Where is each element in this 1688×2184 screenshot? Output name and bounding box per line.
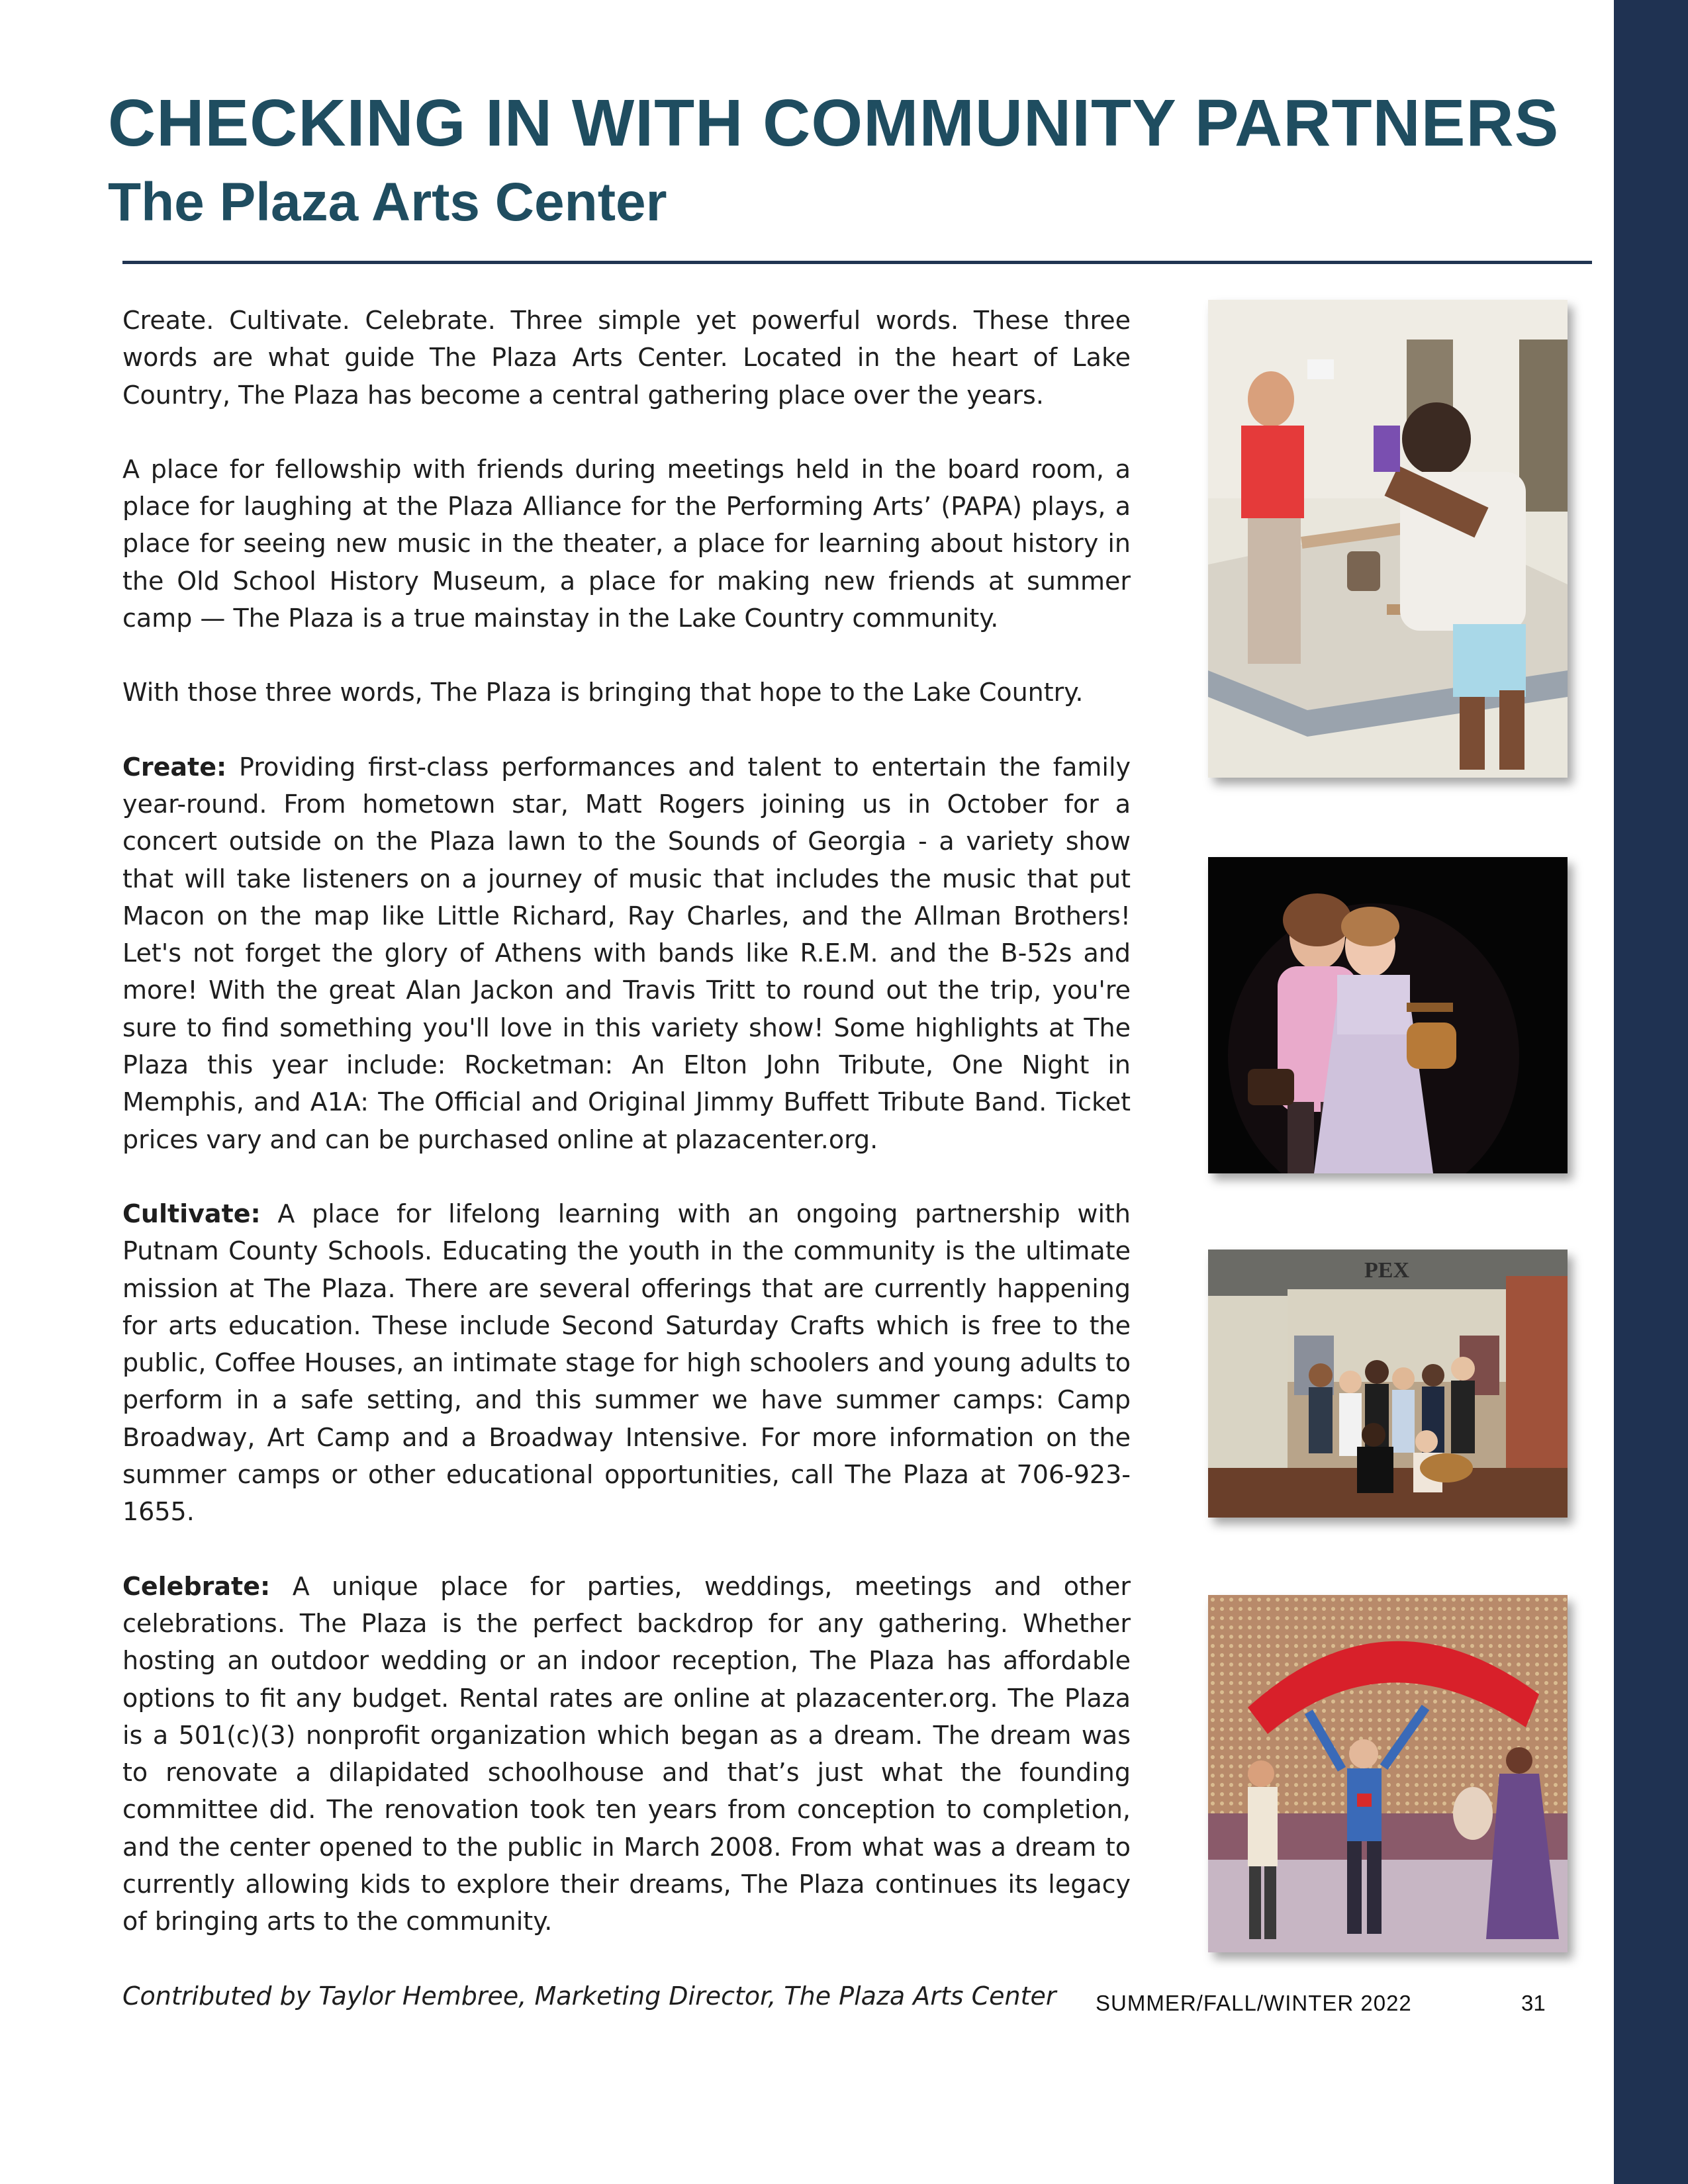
issue-label: SUMMER/FALL/WINTER 2022 (1096, 1991, 1412, 2015)
page-title: CHECKING IN WITH COMMUNITY PARTNERS (108, 86, 1560, 160)
byline: Contributed by Taylor Hembree, Marketing Director, The Plaza Arts Center (122, 1981, 1056, 2011)
page-subtitle: The Plaza Arts Center (108, 172, 667, 232)
pottery-class-photo (1208, 300, 1568, 778)
side-color-bar (1614, 0, 1688, 2184)
page-number: 31 (1521, 1991, 1546, 2015)
places-paragraph: A place for fellowship with friends during meetings held in the board room, a place for laughing at the Plaza Alliance for the Performing Arts’ (PAPA) plays, a place for seeing new music in the theater, a place for learning about history in the Old School History Museum, a place for making new friends at summer camp — The Plaza is a true mainstay in the Lake Country community. (122, 454, 1131, 633)
article-body (122, 302, 1131, 2052)
create-text: Providing first-class performances and talent to entertain the family year-round. From hometown star, Matt Rogers joining us in October for a concert outside on the Plaza lawn to the Sounds of Georgia - a variety show that will take listeners on a journey of music that includes the music that put Macon on the map like Little Richard, Ray Charles, and the Allman Brothers! Let's not forget the glory of Athens with bands like R.E.M. and the B-52s and more! With the great Alan Jackon and Travis Tritt to round out the trip, you're sure to find something you'll love in this variety show! Some highlights at The Plaza this year include: Rocketman: An Elton John Tribute, One Night in Memphis, and A1A: The Official and Original Jimmy Buffett Tribute Band. Ticket prices vary and can be purchased online at plazacenter.org. (122, 752, 1131, 1154)
theater-sign-text: PEX (1364, 1258, 1409, 1283)
celebrate-label: Celebrate: (122, 1571, 271, 1601)
musical-stage-photo (1208, 1595, 1568, 1952)
create-label: Create: (122, 752, 227, 782)
title-divider (122, 261, 1592, 264)
cultivate-label: Cultivate: (122, 1199, 261, 1228)
stage-performance-photo (1208, 857, 1568, 1173)
group-lobby-photo (1208, 1250, 1568, 1518)
celebrate-text: A unique place for parties, weddings, meetings and other celebrations. The Plaza is the perfect backdrop for any gathering. Whether hosting an outdoor wedding or an indoor reception, The Plaza has affordable options to fit any budget. Rental rates are online at plazacenter.org. The Plaza is a 501(c)(3) nonprofit organization which began as a dream. The dream was to renovate a dilapidated schoolhouse and that’s just what the founding committee did. The renovation took ten years from conception to completion, and the center opened to the public in March 2008. From what was a dream to currently allowing kids to explore their dreams, The Plaza continues its legacy of bringing arts to the community. (122, 1571, 1131, 1936)
celebrate-paragraph (122, 1568, 1131, 1940)
create-paragraph (122, 749, 1131, 1158)
cultivate-text: A place for lifelong learning with an ongoing partnership with Putnam County Schools. Educating the youth in the community is the ultimate mission at The Plaza. There are several offerings that are currently happening for arts education. These include Second Saturday Crafts which is free to the public, Coffee Houses, an intimate stage for high schoolers and young adults to perform in a safe setting, and this summer we have summer camps: Camp Broadway, Art Camp and a Broadway Intensive. For more information on the summer camps or other educational opportunities, call The Plaza at 706-923-1655. (122, 1199, 1131, 1527)
cultivate-paragraph (122, 1195, 1131, 1531)
intro-paragraph: Create. Cultivate. Celebrate. Three simple yet powerful words. These three words are what guide The Plaza Arts Center. Located in the heart of Lake Country, The Plaza has become a central gathering place over the years. (122, 306, 1131, 410)
hope-paragraph: With those three words, The Plaza is bringing that hope to the Lake Country. (122, 678, 1084, 707)
